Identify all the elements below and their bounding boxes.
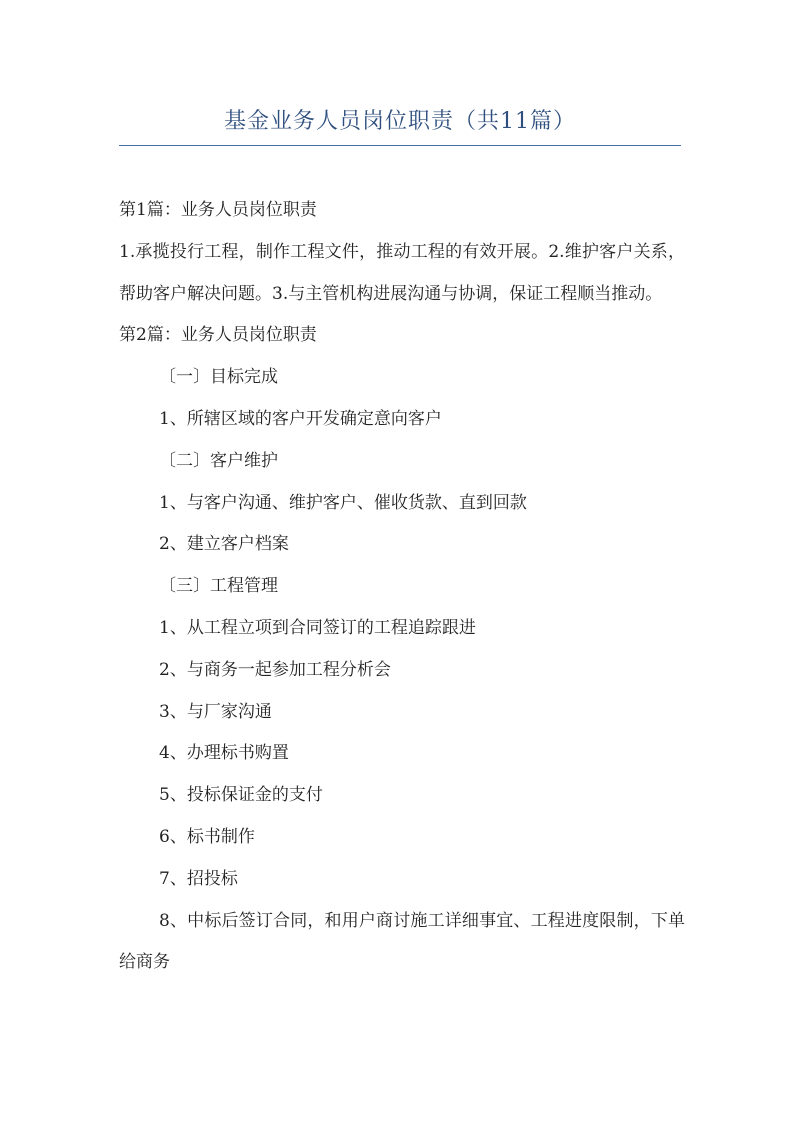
list-item: 2、与商务一起参加工程分析会	[159, 659, 391, 680]
document-body	[119, 190, 685, 984]
list-item: 4、办理标书购置	[159, 743, 289, 764]
list-item: 2、建立客户档案	[159, 534, 289, 555]
list-item: 8、中标后签订合同，和用户商讨施工详细事宜、工程进度限制，下单给商务	[119, 910, 685, 973]
document-title: 基金业务人员岗位职责（共11篇）	[224, 109, 576, 134]
section-heading-1: 第1篇：业务人员岗位职责	[119, 200, 317, 220]
list-item: 6、标书制作	[159, 826, 255, 847]
subsection-heading: 〔一〕目标完成	[159, 367, 278, 388]
list-item: 1、所辖区域的客户开发确定意向客户	[159, 408, 442, 429]
list-item: 3、与厂家沟通	[159, 701, 272, 722]
section-1-paragraph: 1.承揽投行工程，制作工程文件，推动工程的有效开展。2.维护客户关系，帮助客户解决问题。3.与主管机构进展沟通与协调，保证工程顺当推动。	[119, 241, 685, 304]
list-item: 1、从工程立项到合同签订的工程追踪跟进	[159, 617, 476, 638]
title-underline	[119, 145, 681, 146]
list-item: 1、与客户沟通、维护客户、催收货款、直到回款	[159, 492, 527, 513]
section-heading-2: 第2篇：业务人员岗位职责	[119, 325, 317, 346]
list-item: 7、招投标	[159, 868, 238, 889]
list-item: 5、投标保证金的支付	[159, 785, 323, 806]
subsection-heading: 〔二〕客户维护	[159, 450, 278, 471]
subsection-heading: 〔三〕工程管理	[159, 576, 278, 597]
